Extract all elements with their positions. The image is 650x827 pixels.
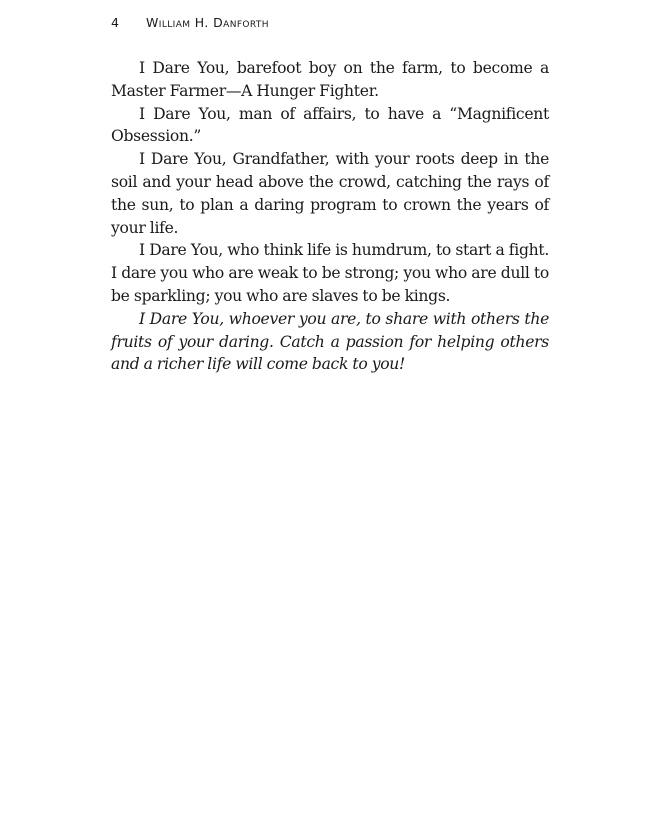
page-number: 4 bbox=[111, 15, 120, 30]
paragraph-farmer: I Dare You, barefoot boy on the farm, to become a Master Farmer—A Hunger Fighter. bbox=[111, 59, 549, 100]
paragraph-closing-italic: I Dare You, whoever you are, to share with others the fruits of your daring. Catch a passion for helping others and a richer life will come back to you! bbox=[111, 309, 549, 374]
body-text bbox=[111, 57, 549, 376]
paragraph-grandfather: I Dare You, Grandfather, with your roots deep in the soil and your head above the crowd, catching the rays of the sun, to plan a daring program to crown the years of your life. bbox=[111, 150, 549, 237]
running-header bbox=[111, 15, 551, 33]
paragraph-man-of-affairs: I Dare You, man of affairs, to have a “Magnificent Obsession.” bbox=[111, 104, 549, 146]
paragraph-humdrum: I Dare You, who think life is humdrum, to start a fight. I dare you who are weak to be strong; you who are dull to be sparkling; you who are slaves to be kings. bbox=[111, 241, 549, 305]
running-head-author: William H. Danforth bbox=[146, 15, 269, 30]
